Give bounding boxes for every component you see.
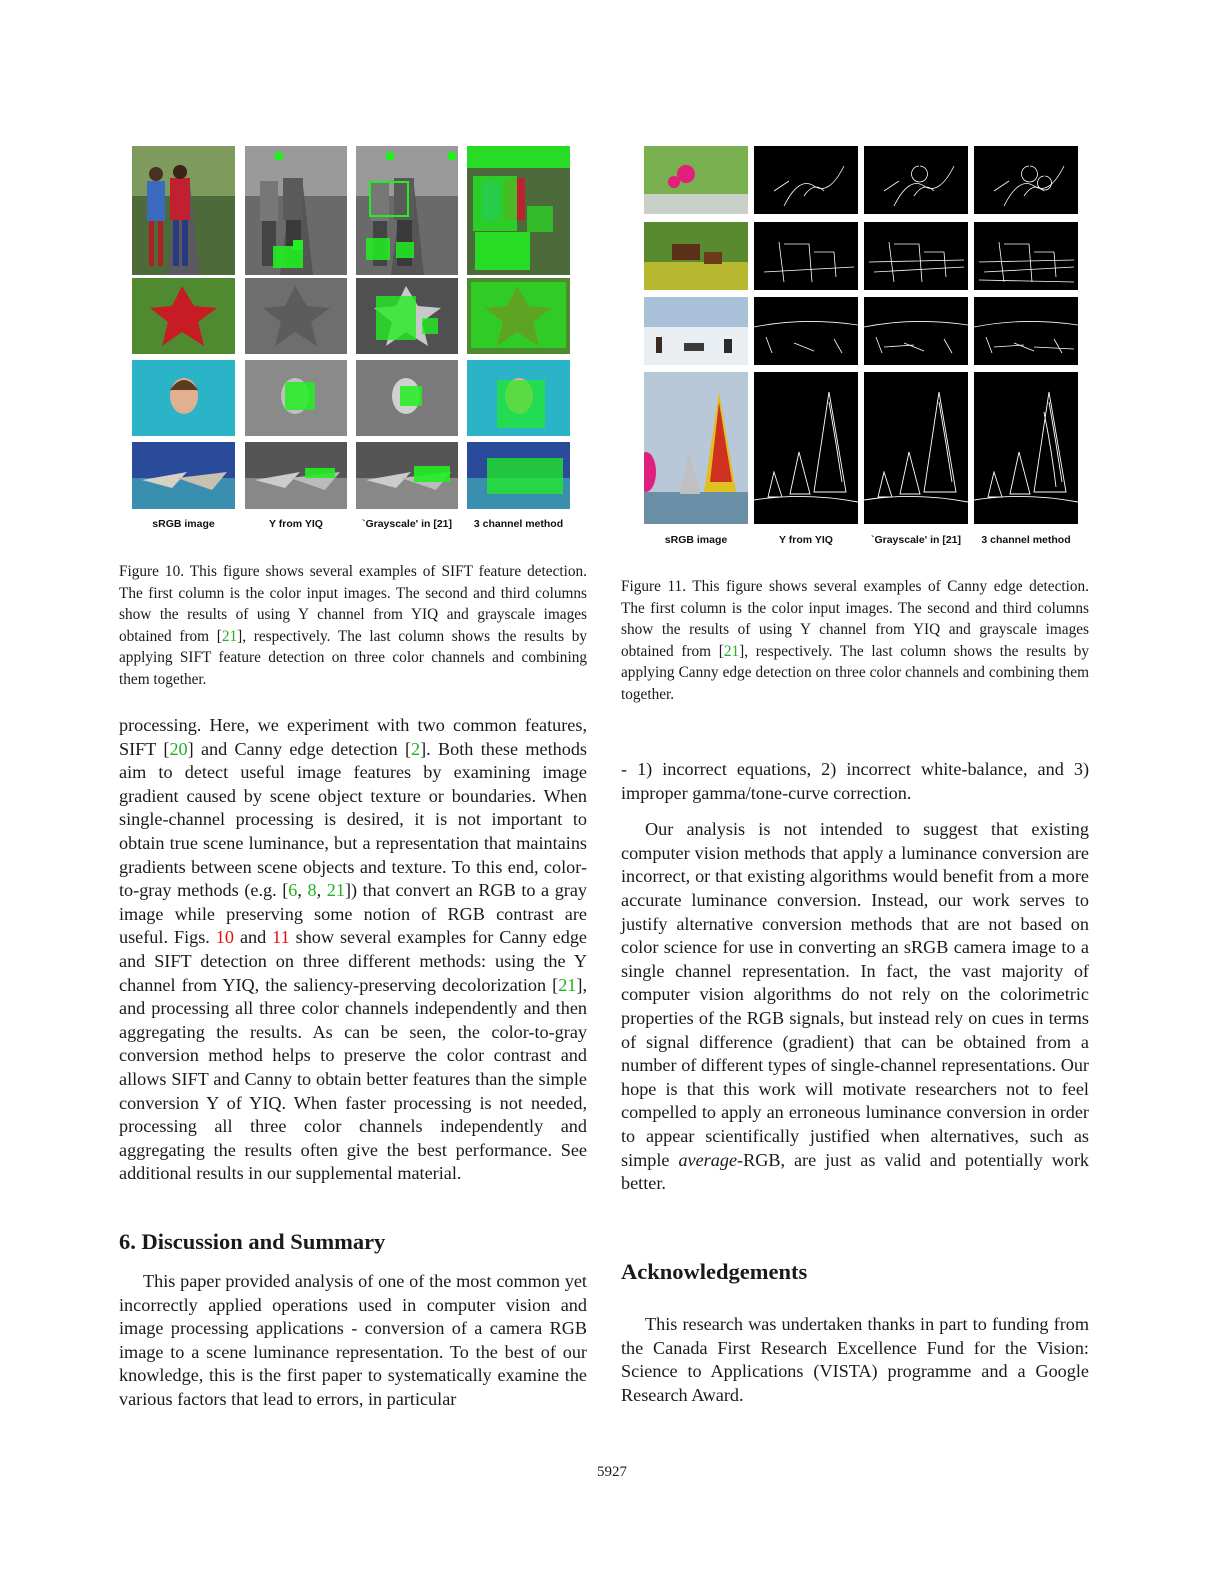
fig11-row3-grayscale-edges <box>864 297 968 365</box>
fig10-column-label-srgb: sRGB image <box>152 518 215 530</box>
figure-10-caption-text-b: ], respectively. The last column shows the results by applying SIFT feature detection on three color channels and combining them together. <box>119 627 588 688</box>
fig10-row4-y-yiq-image <box>245 442 347 509</box>
left-body-text-run: show several examples for Canny edge and SIFT detection on three different methods: using the Y channel from YIQ, the saliency-preserving decolorization [ <box>119 927 587 995</box>
citation-link[interactable]: 21 <box>558 974 577 995</box>
left-body-text-run: ] and Canny edge detection [ <box>187 738 412 759</box>
fig10-row1-y-yiq-image <box>245 146 347 275</box>
figure-11-caption-text-a: This figure shows several examples of Canny edge detection. The first column is the color input images. The second and third columns show the results of using Y channel from YIQ and grayscale images obtained from [ <box>621 578 1089 660</box>
fig11-row4-srgb-image <box>644 372 748 524</box>
citation-link[interactable]: 8 <box>307 880 317 901</box>
fig11-column-label-srgb: sRGB image <box>664 534 728 546</box>
left-body-text <box>119 714 587 1186</box>
fig11-row2-y-yiq-edges <box>754 222 858 290</box>
section-6-heading: 6. Discussion and Summary <box>119 1229 386 1254</box>
left-body-text-run: ]) that convert an RGB to a gray image while preserving some notion of RGB contrast are useful. Figs. <box>119 880 588 948</box>
figure-11-caption-label: Figure 11. <box>621 578 687 595</box>
fig11-column-label-grayscale: `Grayscale' in [21] <box>870 534 962 546</box>
acknowledgements-paragraph: This research was undertaken thanks in part to funding from the Canada First Research Excellence Fund for the Vision: Science to Applications (VISTA) programme and a Google Research Award. <box>621 1314 1089 1405</box>
figure-10 <box>132 146 570 536</box>
figure-11-caption <box>621 576 1089 706</box>
fig10-row2-y-yiq-image <box>245 278 347 354</box>
fig11-row2-3channel-edges <box>974 222 1078 290</box>
fig10-row3-grayscale-image <box>356 360 458 436</box>
figure-10-caption-text-a: This figure shows several examples of SIFT feature detection. The first column is the color input images. The second and third columns show the results of using Y channel from YIQ and grayscale images obtained from [ <box>119 563 587 645</box>
fig11-row4-grayscale-edges <box>864 372 968 524</box>
fig10-row2-3channel-image <box>467 278 570 354</box>
figure-10-caption-citation[interactable]: 21 <box>221 627 238 645</box>
fig10-column-label-y-yiq: Y from YIQ <box>269 518 323 530</box>
fig10-column-label-3channel: 3 channel method <box>473 518 564 530</box>
fig10-row1-grayscale-image <box>356 146 458 275</box>
fig11-row4-3channel-edges <box>974 372 1078 524</box>
citation-link[interactable]: 20 <box>169 738 188 759</box>
fig10-row3-y-yiq-image <box>245 360 347 436</box>
fig11-column-label-3channel: 3 channel method <box>981 534 1071 546</box>
italic-term: average <box>678 1149 738 1170</box>
figure-10-caption-label: Figure 10. <box>119 563 185 580</box>
fig10-row4-3channel-image <box>467 442 570 509</box>
figure-11-caption-text-b: ], respectively. The last column shows the results by applying Canny edge detection on three color channels and combining them together. <box>621 642 1090 703</box>
fig11-row1-srgb-image <box>644 146 748 214</box>
right-body-text <box>621 758 1089 1196</box>
left-body-text-run: , <box>316 880 327 901</box>
fig11-row1-y-yiq-edges <box>754 146 858 214</box>
figure-ref-link[interactable]: 10 <box>215 927 234 948</box>
figure-ref-link[interactable]: 11 <box>272 927 290 948</box>
fig10-row4-grayscale-image <box>356 442 458 509</box>
fig11-row3-y-yiq-edges <box>754 297 858 365</box>
left-body-text-run: , <box>297 880 308 901</box>
right-body-continuation: - 1) incorrect equations, 2) incorrect white-balance, and 3) improper gamma/tone-curve correction. <box>621 759 1089 803</box>
figure-11 <box>644 146 1078 551</box>
fig11-column-label-y-yiq: Y from YIQ <box>779 534 833 546</box>
right-body-text-run: Our analysis is not intended to suggest that existing computer vision methods that apply a luminance conversion are incorrect, or that existing algorithms would benefit from a more accurate luminance conversion. Instead, our work serves to justify alternative conversion methods that are not based on color science for use in converting an sRGB camera image to a single channel representation. In fact, the vast majority of computer vision algorithms do not rely on the colorimetric properties of the RGB signals, but instead rely on cues in terms of signal difference (gradient) that can be obtained from a number of different types of single-channel representations. Our hope is that this work will motivate researchers not to feel compelled to apply an erroneous luminance conversion in order to appear scientifically justified when alternatives, such as simple <box>621 819 1089 1170</box>
fig11-row2-srgb-image <box>644 222 748 290</box>
fig11-row3-srgb-image <box>644 297 748 365</box>
fig10-row1-srgb-image <box>132 146 235 275</box>
fig10-row3-srgb-image <box>132 360 235 436</box>
fig10-row2-grayscale-image <box>356 278 458 354</box>
fig10-row4-srgb-image <box>132 442 235 509</box>
left-body-text-run: ], and processing all three color channels independently and then aggregating the results. As can be seen, the color-to-gray conversion method helps to preserve the color contrast and allows SIFT and Canny to obtain better features than the simple conversion Y of YIQ. When faster processing is not needed, processing all three color channels independently and aggregating the results often give the best performance. See additional results in our supplemental material. <box>119 974 587 1184</box>
citation-link[interactable]: 6 <box>288 880 298 901</box>
citation-link[interactable]: 2 <box>411 738 421 759</box>
fig10-row2-srgb-image <box>132 278 235 354</box>
fig11-row1-3channel-edges <box>974 146 1078 214</box>
fig10-row3-3channel-image <box>467 360 570 436</box>
fig11-row4-y-yiq-edges <box>754 372 858 524</box>
left-body-text-run: processing. Here, we experiment with two common features, SIFT [ <box>119 715 587 759</box>
left-body-text-run: ]. Both these methods aim to detect useful image features by examining image gradient caused by scene object texture or boundaries. When single-channel processing is desired, it is not important to obtain true scene luminance, but a representation that maintains gradients between scene objects and texture. To this end, color-to-gray methods (e.g. [ <box>119 738 588 901</box>
left-body-text-run: and <box>233 927 273 948</box>
acknowledgements-text <box>621 1313 1089 1407</box>
section-6-text <box>119 1270 587 1412</box>
right-body-text-run: -RGB, are just as valid and potentially work better. <box>621 1149 1089 1194</box>
fig10-column-label-grayscale: `Grayscale' in [21] <box>361 518 453 530</box>
page-number: 5927 <box>597 1464 627 1480</box>
fig11-row2-grayscale-edges <box>864 222 968 290</box>
figure-10-caption <box>119 561 587 691</box>
fig10-row1-3channel-image <box>467 146 570 275</box>
figure-11-caption-citation[interactable]: 21 <box>723 642 740 660</box>
fig11-row1-grayscale-edges <box>864 146 968 214</box>
acknowledgements-heading: Acknowledgements <box>621 1259 808 1284</box>
fig11-row3-3channel-edges <box>974 297 1078 365</box>
right-body-paragraph-2 <box>621 818 1089 1196</box>
left-body-paragraph <box>119 714 587 1186</box>
citation-link[interactable]: 21 <box>326 880 345 901</box>
section-6-paragraph: This paper provided analysis of one of the most common yet incorrectly applied operations used in computer vision and image processing applications - conversion of a camera RGB image to a scene luminance representation. To the best of our knowledge, this is the first paper to systematically examine the various factors that lead to errors, in particular <box>119 1271 587 1409</box>
